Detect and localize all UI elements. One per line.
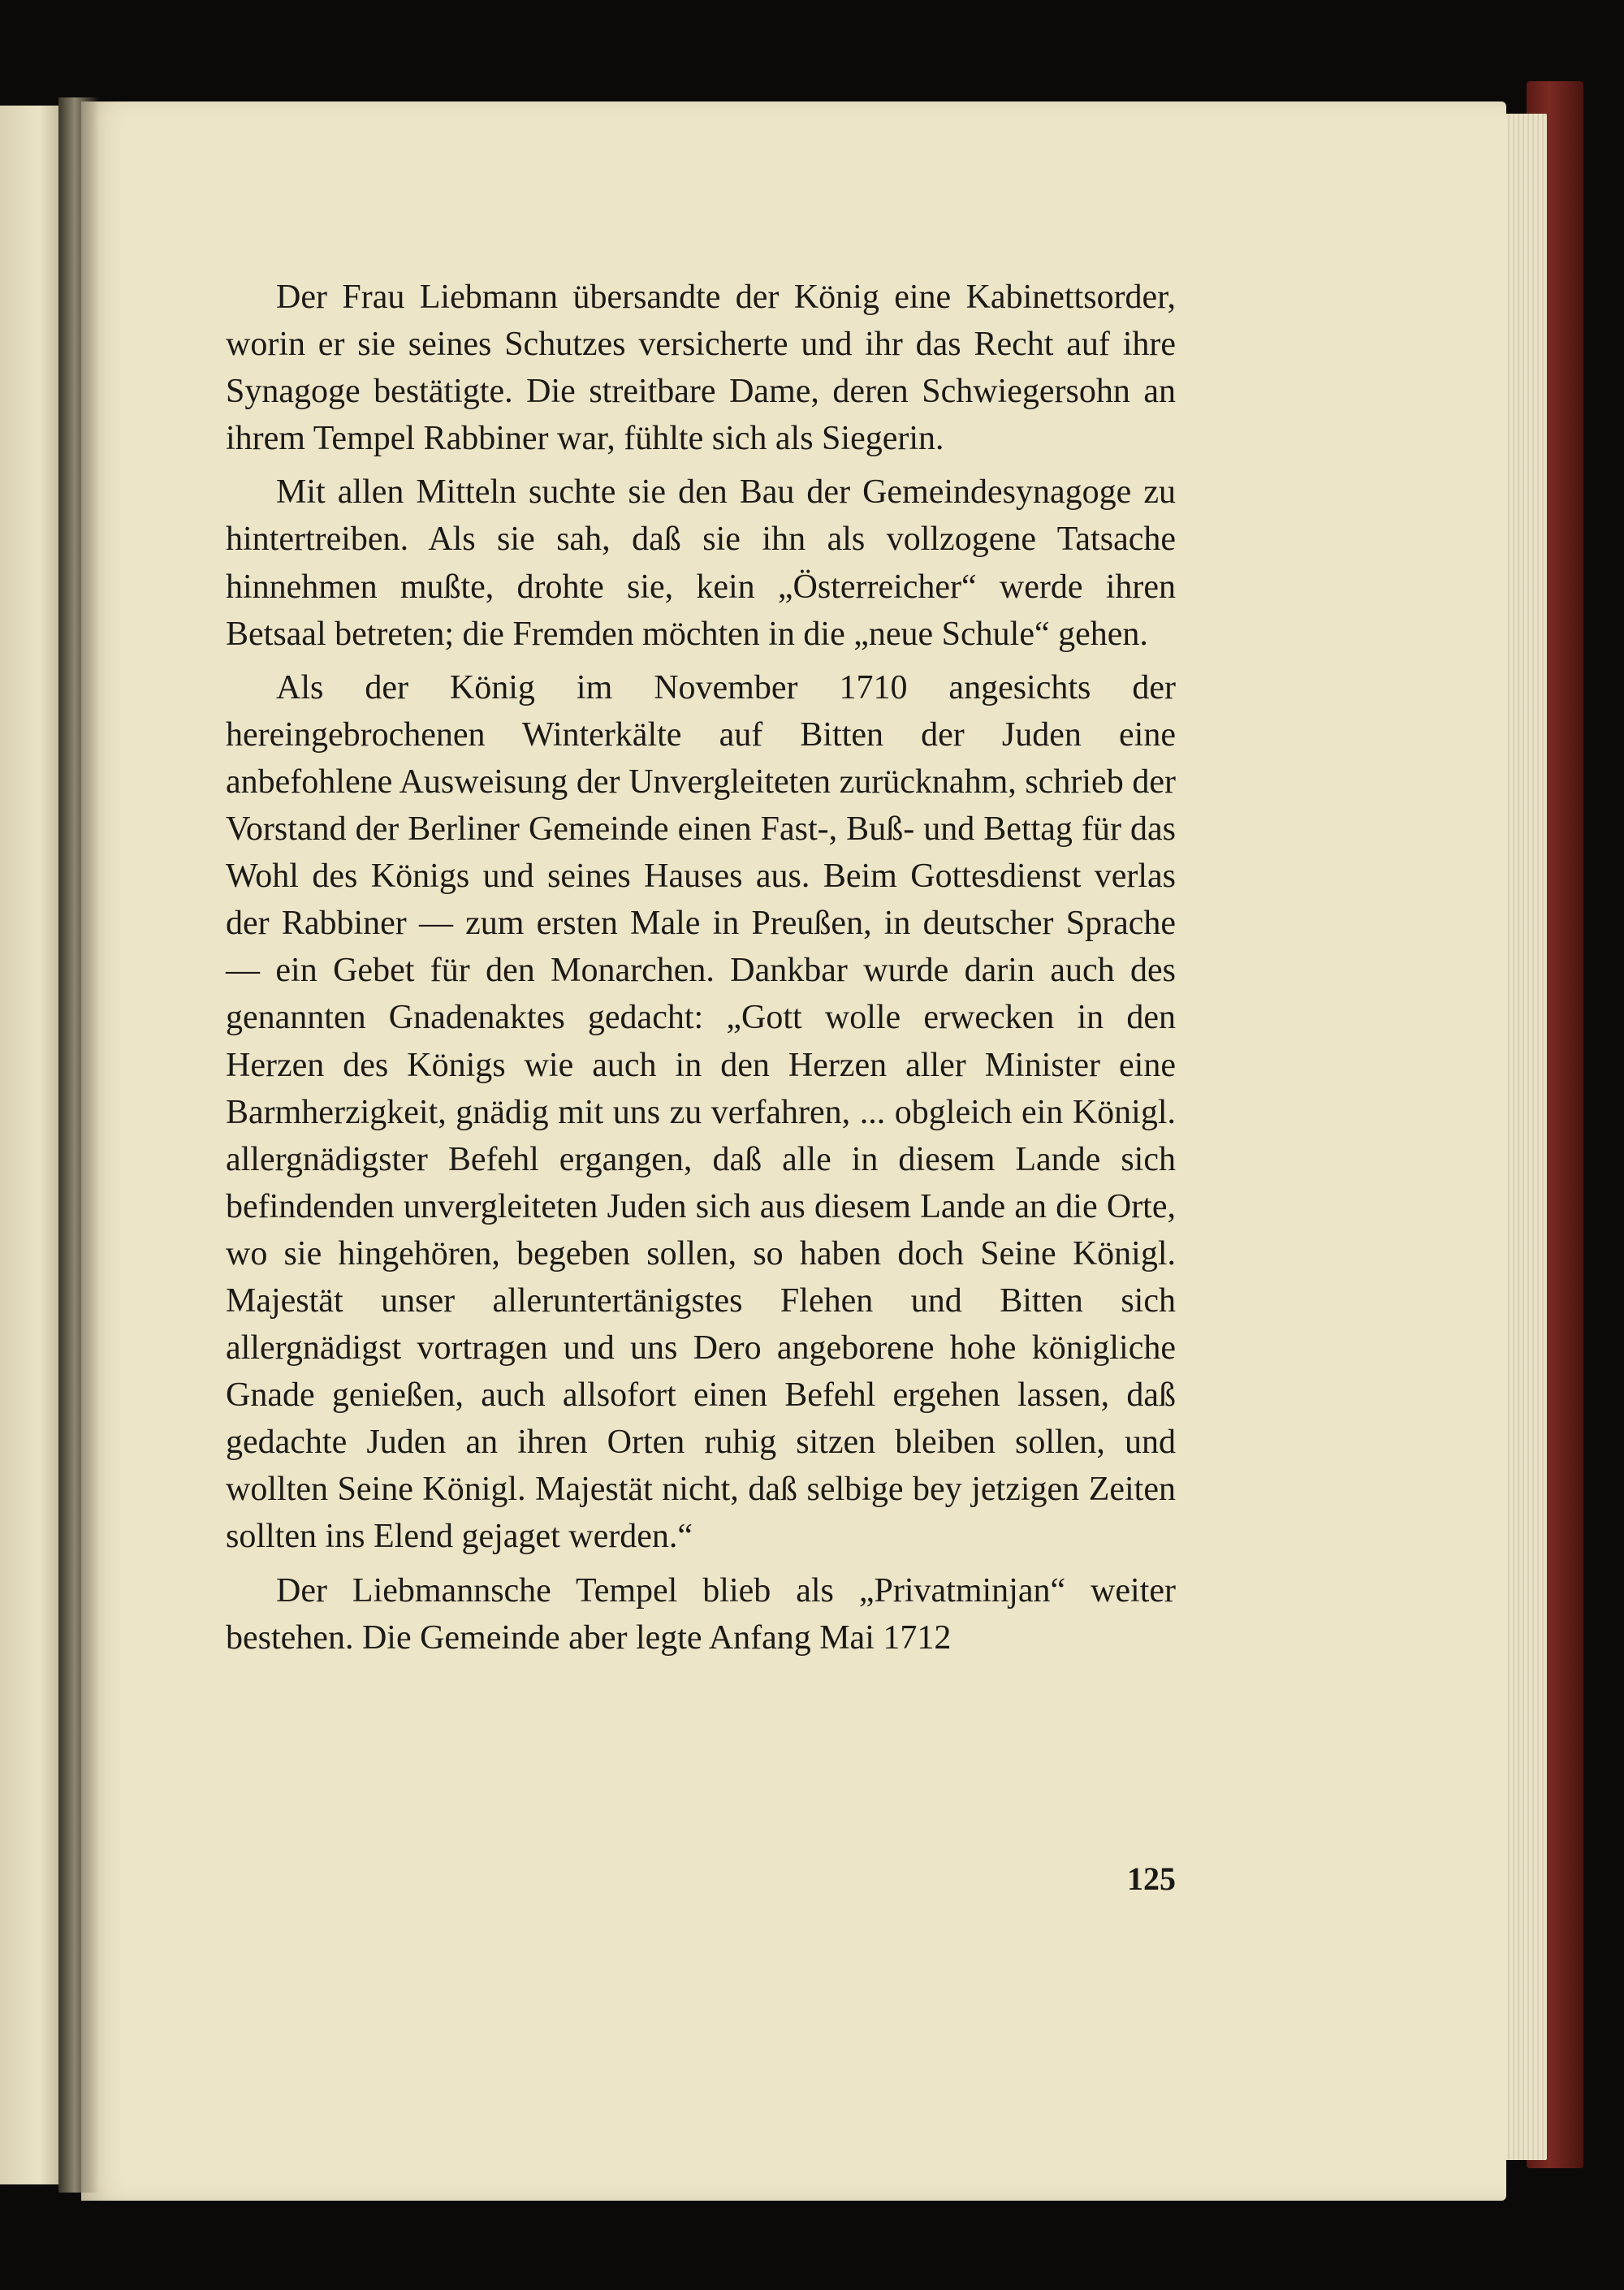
paragraph-2: Mit allen Mitteln suchte sie den Bau der Gemeindesynagoge zu hintertreiben. Als sie sah, daß sie ihn als vollzogene Tatsache hinnehmen mußte, drohte sie, kein „Österreicher“ werde ihren Betsaal betreten; die Fremden möchten in die „neue Schule“ gehen. — [226, 473, 1176, 653]
paragraph-4: Der Liebmannsche Tempel blieb als „Privatminjan“ weiter bestehen. Die Gemeinde aber legte Anfang Mai 1712 — [226, 1571, 1176, 1657]
body-text — [226, 274, 1176, 1668]
left-facing-page — [0, 106, 65, 2184]
book-page — [81, 102, 1506, 2201]
page-number: 125 — [1127, 1860, 1176, 1897]
spine-shadow — [58, 97, 99, 2193]
paragraph-3: Als der König im November 1710 angesichts der hereingebrochenen Winterkälte auf Bitten der Juden eine anbefohlene Ausweisung der Unvergleiteten zurücknahm, schrieb der Vorstand der Berliner Gemeinde einen Fast-, Buß- und Bettag für das Wohl des Königs und seines Hauses aus. Beim Gottesdienst verlas der Rabbiner — zum ersten Male in Preußen, in deutscher Sprache — ein Gebet für den Monarchen. Dankbar wurde darin auch des genannten Gnadenaktes gedacht: „Gott wolle erwecken in den Herzen des Königs wie auch in den Herzen aller Minister eine Barmherzigkeit, gnädig mit uns zu verfahren, ... obgleich ein Königl. allergnädigster Befehl ergangen, daß alle in diesem Lande sich befindenden unvergleiteten Juden sich aus diesem Lande an die Orte, wo sie hingehören, begeben sollen, so haben doch Seine Königl. Majestät unser alleruntertänigstes Flehen und Bitten sich allergnädigst vortragen und uns Dero angeborene hohe königliche Gnade genießen, auch allsofort einen Befehl ergehen lassen, daß gedachte Juden an ihren Orten ruhig sitzen bleiben sollen, und wollten Seine Königl. Majestät nicht, daß selbige bey jetzigen Zeiten sollten ins Elend gejaget werden.“ — [226, 668, 1176, 1556]
paragraph-1: Der Frau Liebmann übersandte der König eine Kabinettsorder, worin er sie seines Schutzes versicherte und ihr das Recht auf ihre Synagoge bestätigte. Die streitbare Dame, deren Schwiegersohn an ihrem Tempel Rabbiner war, fühlte sich als Siegerin. — [226, 279, 1176, 458]
